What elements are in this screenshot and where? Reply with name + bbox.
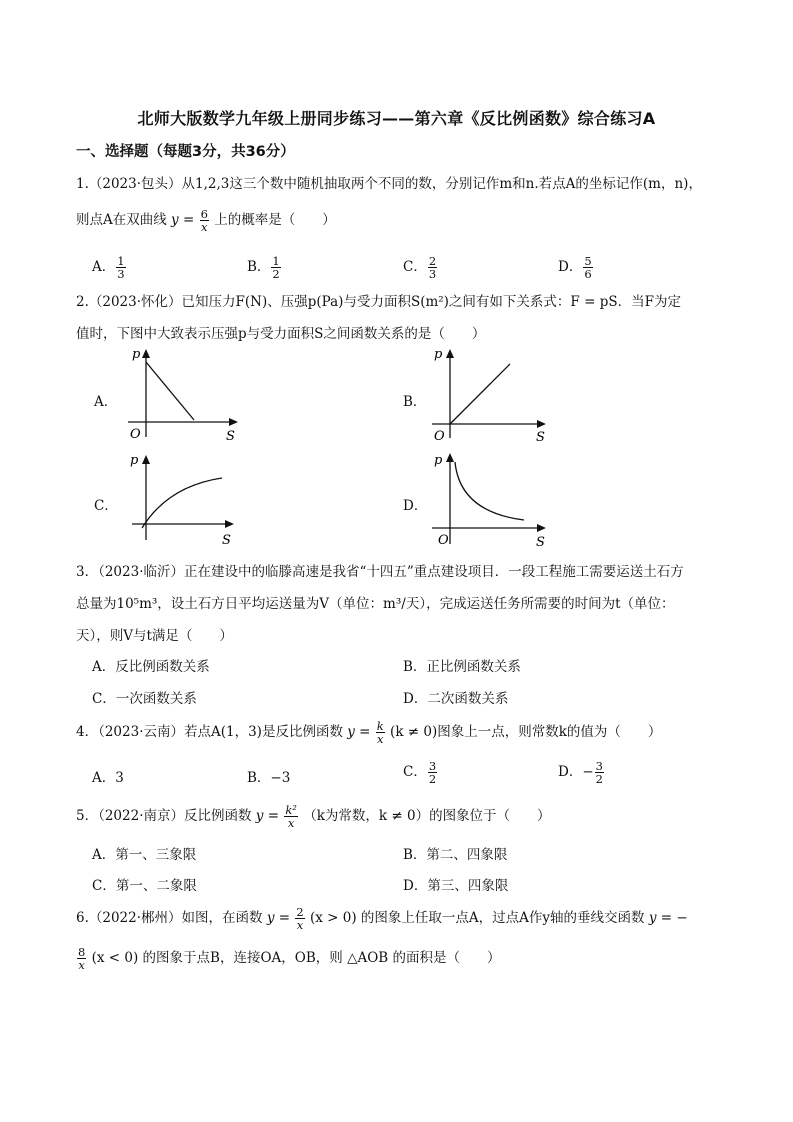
q6-line1: 6.（2022·郴州）如图，在函数 y = $\frac{2}{x}$ (x > 0) 的图象上任取一点A，过点A作y轴的垂线交函数 y = −: [76, 905, 688, 932]
q3-option-a[interactable]: A．反比例函数关系: [92, 659, 210, 675]
q2-option-c-label[interactable]: C．: [94, 498, 118, 514]
q4-option-a[interactable]: A．3: [92, 770, 124, 786]
graph-b-origin: O: [434, 429, 445, 444]
graph-c-axis-x: S: [222, 533, 231, 548]
q3-line3: 天），则V与t满足（ ）: [76, 628, 233, 644]
q4-option-b[interactable]: B．−3: [247, 770, 291, 786]
q3-option-b[interactable]: B．正比例函数关系: [403, 659, 521, 675]
q2-line2: 值时，下图中大致表示压强p与受力面积S之间函数关系的是（ ）: [76, 326, 486, 342]
q2-graph-d[interactable]: [426, 448, 556, 550]
section-heading: 一、选择题（每题3分，共36分）: [76, 144, 295, 160]
graph-d-axis-y: p: [434, 453, 443, 468]
graph-a-origin: O: [130, 427, 141, 442]
graph-c-curve: [142, 478, 222, 528]
graph-a-axis-y: p: [132, 347, 141, 362]
q2-graph-c[interactable]: [118, 448, 248, 548]
q2-graph-a[interactable]: [118, 342, 248, 444]
q1-option-b[interactable]: B． $\frac{1}{2}$: [247, 254, 280, 281]
graph-d-origin: O: [438, 533, 449, 548]
q4-fraction: $\frac{k}{x}$: [376, 719, 384, 746]
page-title: 北师大版数学九年级上册同步练习——第六章《反比例函数》综合练习A: [137, 109, 656, 128]
q6-fraction-1: $\frac{2}{x}$: [296, 905, 304, 932]
q6-line2: $\frac{8}{x}$ (x < 0) 的图象于点B，连接OA，OB，则 △AOB 的面积是（ ）: [78, 945, 501, 972]
q1-option-c[interactable]: C． $\frac{2}{3}$: [403, 254, 437, 281]
q2-option-a-label[interactable]: A．: [94, 394, 118, 410]
q2-option-b-label[interactable]: B．: [403, 394, 427, 410]
q4-option-d[interactable]: D．− $\frac{3}{2}$: [558, 759, 603, 786]
q3-line2: 总量为10⁵m³，设土石方日平均运送量为V（单位：m³/天），完成运送任务所需要的时间为t（单位：: [76, 596, 675, 612]
graph-d-curve: [455, 462, 524, 520]
q5-line: 5．（2022·南京）反比例函数 y = $\frac{\text{k²}}{x}$ （k为常数，k ≠ 0）的图象位于（ ）: [76, 803, 551, 830]
q1-line1: 1.（2023·包头）从1,2,3这三个数中随机抽取两个不同的数，分别记作m和n.若点A的坐标记作(m，n)，: [76, 176, 702, 192]
graph-b-curve: [450, 364, 510, 424]
q2-option-d-label[interactable]: D．: [403, 498, 428, 514]
q4-line: 4．（2023·云南）若点A(1，3)是反比例函数 y = $\frac{k}{x}$ (k ≠ 0)图象上一点，则常数k的值为（ ）: [76, 719, 662, 746]
q5-option-b[interactable]: B．第二、四象限: [403, 847, 508, 863]
q3-option-c[interactable]: C．一次函数关系: [92, 691, 197, 707]
graph-a-curve: [146, 362, 194, 420]
graph-d-axis-x: S: [536, 535, 545, 550]
q2-graph-b[interactable]: [426, 342, 556, 444]
q1-line2: 则点A在双曲线 y = $\frac{6}{x}$ 上的概率是（ ）: [76, 207, 336, 234]
q3-line1: 3．（2023·临沂）正在建设中的临滕高速是我省“十四五”重点建设项目．一段工程施工需要运送土石方: [76, 564, 684, 580]
q3-option-d[interactable]: D．二次函数关系: [403, 691, 509, 707]
q5-option-c[interactable]: C．第一、二象限: [92, 878, 197, 894]
q1-option-d[interactable]: D． $\frac{5}{6}$: [558, 254, 592, 281]
q5-fraction: $\frac{\text{k²}}{x}$: [285, 803, 297, 830]
graph-b-axis-x: S: [536, 430, 545, 444]
graph-c-axis-y: p: [130, 453, 139, 468]
q1-option-a[interactable]: A． $\frac{1}{3}$: [92, 254, 125, 281]
q5-option-d[interactable]: D．第三、四象限: [403, 878, 509, 894]
graph-a-axis-x: S: [226, 429, 235, 444]
q6-fraction-2: $\frac{8}{x}$: [78, 945, 86, 972]
q5-option-a[interactable]: A．第一、三象限: [92, 847, 197, 863]
graph-b-axis-y: p: [434, 347, 443, 362]
q1-fraction: $\frac{6}{x}$: [200, 207, 208, 234]
q2-line1: 2.（2023·怀化）已知压力F(N)、压强p(Pa)与受力面积S(m²)之间有如下关系式：F = pS．当F为定: [76, 294, 681, 310]
q4-option-c[interactable]: C． $\frac{3}{2}$: [403, 759, 437, 786]
